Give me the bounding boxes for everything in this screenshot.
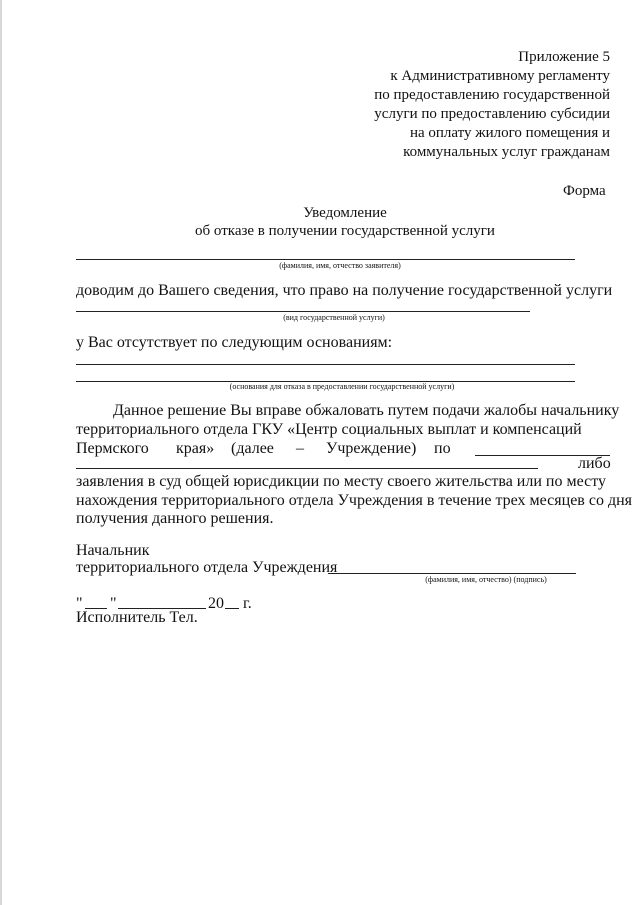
appeal-line-5: заявления в суд общей юрисдикции по месту своего жительства или по месту xyxy=(76,473,606,490)
heading-title: Уведомление xyxy=(303,205,387,221)
appendix-title: Приложение 5 xyxy=(518,49,610,65)
grounds-caption: (основания для отказа в предоставлении государственной услуги) xyxy=(229,382,455,391)
applicant-name-line[interactable] xyxy=(76,259,575,260)
form-label: Форма xyxy=(563,183,606,199)
appeal-line-6: нахождения территориального отдела Учреждения в течение трех месяцев со дня xyxy=(76,492,633,509)
appeal-word-dalee: (далее xyxy=(231,440,274,457)
date-quote-open: " xyxy=(76,595,83,612)
service-type-line[interactable] xyxy=(76,311,530,312)
appendix-line-3: услуги по предоставлению субсидии xyxy=(374,106,610,122)
date-year-line[interactable] xyxy=(225,608,239,609)
appeal-word-libo: либо xyxy=(578,455,611,472)
scan-edge xyxy=(0,0,2,905)
appeal-word-dash: – xyxy=(296,440,304,457)
appendix-block xyxy=(310,48,610,162)
body-paragraph-2: у Вас отсутствует по следующим основаниям: xyxy=(76,334,393,351)
appeal-line-1: Данное решение Вы вправе обжаловать путем подачи жалобы начальнику xyxy=(113,402,620,419)
date-year-prefix: 20 xyxy=(208,595,224,612)
appeal-method-line-2[interactable] xyxy=(76,468,538,469)
position-line-1: Начальник xyxy=(76,542,150,559)
service-caption: (вид государственной услуги) xyxy=(283,313,385,322)
date-year-suffix: г. xyxy=(243,595,252,612)
signature-line[interactable] xyxy=(328,573,576,574)
appendix-line-2: по предоставлению государственной xyxy=(374,87,610,103)
date-quote-close: " xyxy=(110,595,117,612)
appeal-word-krai: края» xyxy=(176,440,215,457)
signature-caption: (фамилия, имя, отчество) (подпись) xyxy=(425,575,547,584)
body-paragraph-1: доводим до Вашего сведения, что право на получение государственной услуги xyxy=(76,282,613,299)
appeal-word-perm: Пермского xyxy=(76,440,149,457)
appendix-line-1: к Административному регламенту xyxy=(390,68,610,84)
position-line-2: территориального отдела Учреждения xyxy=(76,559,338,576)
executor-label: Исполнитель Тел. xyxy=(76,609,198,626)
appendix-line-4: на оплату жилого помещения и xyxy=(409,125,610,141)
appeal-word-uchrezhdenie: Учреждение) xyxy=(326,440,417,457)
heading-subtitle: об отказе в получении государственной услуги xyxy=(195,223,495,239)
grounds-line-1[interactable] xyxy=(76,364,575,365)
appeal-word-po: по xyxy=(434,440,451,457)
applicant-caption: (фамилия, имя, отчество заявителя) xyxy=(279,261,401,270)
appeal-line-7: получения данного решения. xyxy=(76,510,274,527)
appendix-line-5: коммунальных услуг гражданам xyxy=(403,144,610,160)
appeal-line-2: территориального отдела ГКУ «Центр социальных выплат и компенсаций xyxy=(76,421,582,438)
